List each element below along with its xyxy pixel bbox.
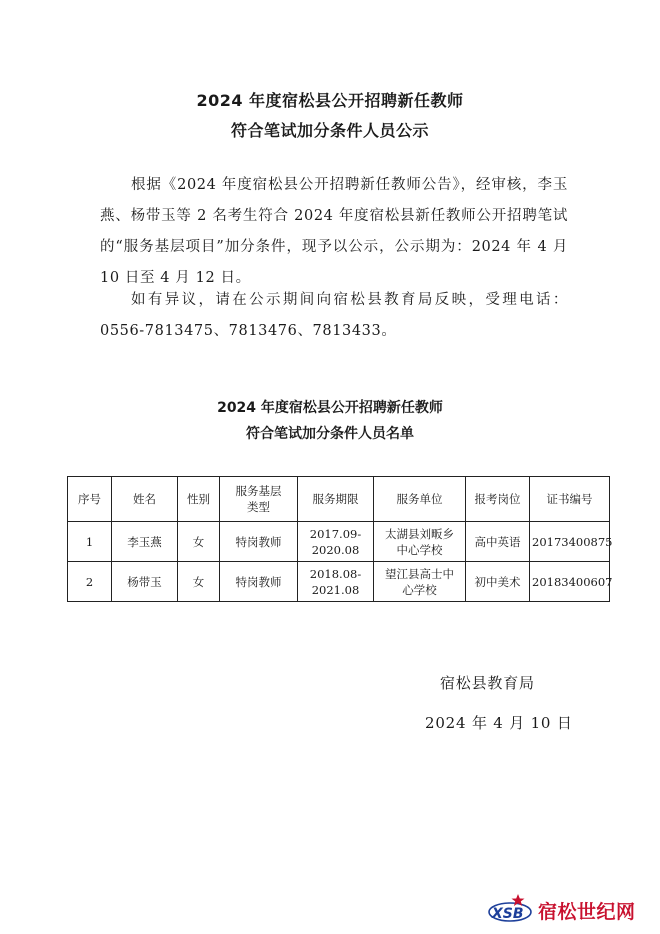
table-row: [68, 562, 610, 602]
table-header-row: [68, 477, 610, 522]
cell-service-period: 2018.08-2021.08: [298, 562, 374, 602]
cell-position: 初中美术: [466, 562, 530, 602]
cell-index: 1: [68, 522, 112, 562]
cell-service-type: 特岗教师: [220, 562, 298, 602]
header-service-unit: 服务单位: [374, 477, 466, 522]
cell-name: 李玉燕: [112, 522, 178, 562]
cell-service-unit: 太湖县刘畈乡中心学校: [374, 522, 466, 562]
cell-service-unit: 望江县高士中心学校: [374, 562, 466, 602]
site-watermark: [488, 892, 648, 928]
candidates-table: [67, 476, 613, 602]
document-title-line2: 符合笔试加分条件人员公示: [230, 121, 429, 140]
header-index: 序号: [68, 477, 112, 522]
list-title-line2: 符合笔试加分条件人员名单: [246, 426, 414, 442]
cell-gender: 女: [178, 562, 220, 602]
header-gender: 性别: [178, 477, 220, 522]
cell-gender: 女: [178, 522, 220, 562]
announcement-paragraph-2: 如有异议，请在公示期间向宿松县教育局反映，受理电话：0556-7813475、7813476、7813433。: [100, 292, 568, 339]
header-certificate-no: 证书编号: [530, 477, 610, 522]
list-title-line1: 2024 年度宿松县公开招聘新任教师: [217, 400, 443, 416]
header-name: 姓名: [112, 477, 178, 522]
cell-service-period: 2017.09-2020.08: [298, 522, 374, 562]
cell-certificate-no: 20173400875: [530, 522, 610, 562]
document-title-line1: 2024 年度宿松县公开招聘新任教师: [196, 91, 464, 110]
table-row: [68, 522, 610, 562]
cell-service-type: 特岗教师: [220, 522, 298, 562]
cell-certificate-no: 20183400607: [530, 562, 610, 602]
site-logo-icon: [488, 892, 534, 926]
header-service-type: 服务基层类型: [220, 477, 298, 522]
svg-text:XSB: XSB: [492, 906, 524, 922]
cell-position: 高中英语: [466, 522, 530, 562]
header-position: 报考岗位: [466, 477, 530, 522]
issuing-organization: 宿松县教育局: [440, 674, 535, 692]
site-name: 宿松世纪网: [538, 901, 636, 923]
announcement-paragraph-1: 根据《2024 年度宿松县公开招聘新任教师公告》，经审核，李玉燕、杨带玉等 2 名考生符合 2024 年度宿松县新任教师公开招聘笔试的“服务基层项目”加分条件，现予以公示，公示期为：2024 年 4 月 10 日至 4 月 12 日。: [100, 177, 568, 286]
cell-index: 2: [68, 562, 112, 602]
issue-date: 2024 年 4 月 10 日: [425, 714, 573, 732]
cell-name: 杨带玉: [112, 562, 178, 602]
header-service-period: 服务期限: [298, 477, 374, 522]
